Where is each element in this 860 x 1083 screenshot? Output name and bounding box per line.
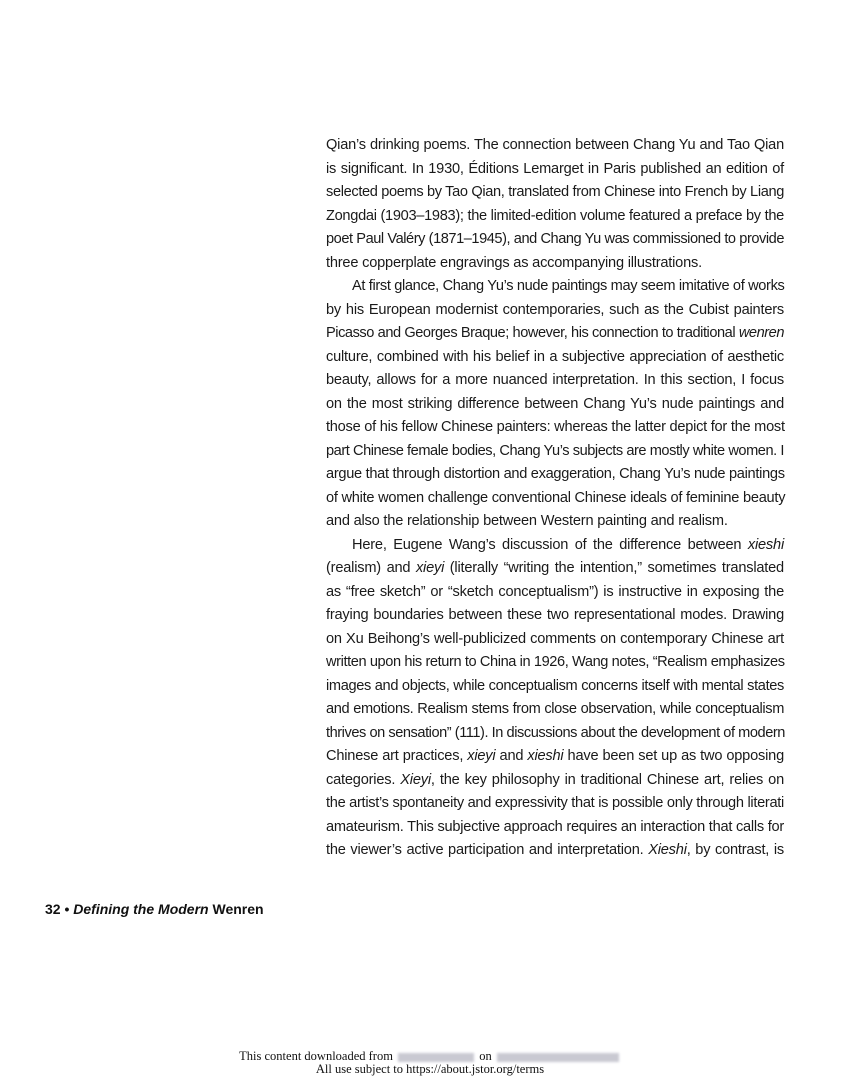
text-run: Zongdai (1903–1983); the limited-edition volume featured a preface by the: [326, 207, 784, 224]
download-notice-line2: All use subject to https://about.jstor.org/terms: [315, 1062, 545, 1076]
text-line: [326, 440, 784, 464]
text-line: [326, 181, 784, 205]
text-line: [326, 393, 784, 417]
redacted-ip: [398, 1053, 474, 1062]
running-footer: [45, 901, 264, 917]
text-line: [326, 769, 784, 793]
text-line: [326, 275, 784, 299]
download-prefix: This content downloaded from: [239, 1049, 393, 1063]
text-run: Here, Eugene Wang’s discussion of the difference between: [352, 536, 748, 553]
italic-term: xieshi: [747, 536, 784, 553]
text-line: [326, 228, 784, 252]
text-run: selected poems by Tao Qian, translated from Chinese into French by Liang: [326, 184, 785, 200]
text-run: and: [495, 748, 528, 764]
text-run: At first glance, Chang Yu’s nude paintings may seem imitative of works: [352, 278, 785, 294]
text-run: , by contrast, is: [686, 842, 784, 858]
text-run: the artist’s spontaneity and expressivity that is possible only through literati: [326, 795, 784, 811]
text-line: [326, 322, 784, 346]
text-run: three copperplate engravings as accompanying illustrations.: [326, 254, 702, 271]
text-run: by his European modernist contemporaries, such as the Cubist painters: [326, 301, 784, 318]
text-run: on the most striking difference between Chang Yu’s nude paintings and: [326, 395, 784, 412]
text-line: [326, 416, 784, 440]
text-line: [326, 134, 784, 158]
text-run: , the key philosophy in traditional Chinese art, relies on: [430, 771, 784, 788]
text-line: [326, 651, 784, 675]
text-line: [326, 722, 784, 746]
page-number: 32: [45, 901, 61, 917]
text-line: [326, 675, 784, 699]
text-line: [326, 628, 784, 652]
text-line: [326, 158, 784, 182]
text-line: [326, 839, 784, 863]
text-run: argue that through distortion and exaggeration, Chang Yu’s nude paintings: [326, 466, 785, 482]
text-run: written upon his return to China in 1926, Wang notes, “Realism emphasizes: [326, 654, 785, 670]
text-run: beauty, allows for a more nuanced interpretation. In this section, I focus: [326, 372, 784, 388]
text-line: [326, 299, 784, 323]
text-line: [326, 816, 784, 840]
text-run: Picasso and Georges Braque; however, his connection to traditional: [326, 325, 739, 341]
download-on: on: [479, 1049, 492, 1063]
text-run: Qian’s drinking poems. The connection between Chang Yu and Tao Qian: [326, 137, 784, 153]
text-run: categories.: [326, 771, 401, 788]
text-run: of white women challenge conventional Chinese ideals of feminine beauty: [326, 489, 786, 506]
italic-term: xieyi: [467, 748, 496, 764]
text-run: amateurism. This subjective approach requires an interaction that calls for: [326, 818, 784, 835]
text-run: (literally “writing the intention,” sometimes translated: [444, 560, 784, 576]
text-run: culture, combined with his belief in a subjective appreciation of aesthetic: [326, 348, 784, 365]
text-run: on Xu Beihong’s well-publicized comments on contemporary Chinese art: [326, 630, 784, 647]
text-run: have been set up as two opposing: [563, 748, 784, 764]
text-run: and also the relationship between Western painting and realism.: [326, 513, 728, 529]
text-line: [326, 463, 784, 487]
text-run: fraying boundaries between these two representational modes. Drawing: [326, 607, 784, 623]
text-line: [326, 792, 784, 816]
text-run: (realism) and: [326, 560, 416, 576]
text-line: [326, 510, 784, 534]
text-run: is significant. In 1930, Éditions Lemarget in Paris published an edition of: [326, 160, 784, 177]
text-line: [326, 698, 784, 722]
text-line: [326, 534, 784, 558]
text-run: images and objects, while conceptualism concerns itself with mental states: [326, 677, 784, 694]
book-title-roman: Wenren: [208, 901, 264, 917]
body-text: [326, 134, 784, 863]
text-line: [326, 745, 784, 769]
text-line: [326, 369, 784, 393]
text-run: thrives on sensation” (111). In discussions about the development of modern: [326, 724, 785, 741]
text-line: [326, 205, 784, 229]
text-run: as “free sketch” or “sketch conceptualism”) is instructive in exposing the: [326, 583, 784, 600]
text-line: [326, 557, 784, 581]
text-run: those of his fellow Chinese painters: whereas the latter depict for the most: [326, 419, 785, 435]
text-run: and emotions. Realism stems from close observation, while conceptualism: [326, 701, 784, 717]
italic-term: xieshi: [527, 748, 564, 764]
redacted-date: [497, 1053, 619, 1062]
text-run: poet Paul Valéry (1871–1945), and Chang Yu was commissioned to provide: [326, 231, 784, 247]
text-line: [326, 581, 784, 605]
text-line: [326, 252, 784, 276]
italic-term: Xieyi: [400, 771, 431, 788]
book-title-italic: Defining the Modern: [73, 901, 209, 917]
italic-term: Xieshi: [648, 842, 687, 858]
text-line: [326, 604, 784, 628]
text-run: Chinese art practices,: [326, 748, 468, 764]
italic-term: wenren: [738, 325, 784, 341]
text-line: [326, 487, 784, 511]
italic-term: xieyi: [415, 560, 445, 576]
text-run: part Chinese female bodies, Chang Yu’s subjects are mostly white women. I: [326, 442, 784, 459]
text-run: the viewer’s active participation and interpretation.: [326, 842, 649, 858]
footer-separator: •: [60, 901, 74, 917]
text-line: [326, 346, 784, 370]
